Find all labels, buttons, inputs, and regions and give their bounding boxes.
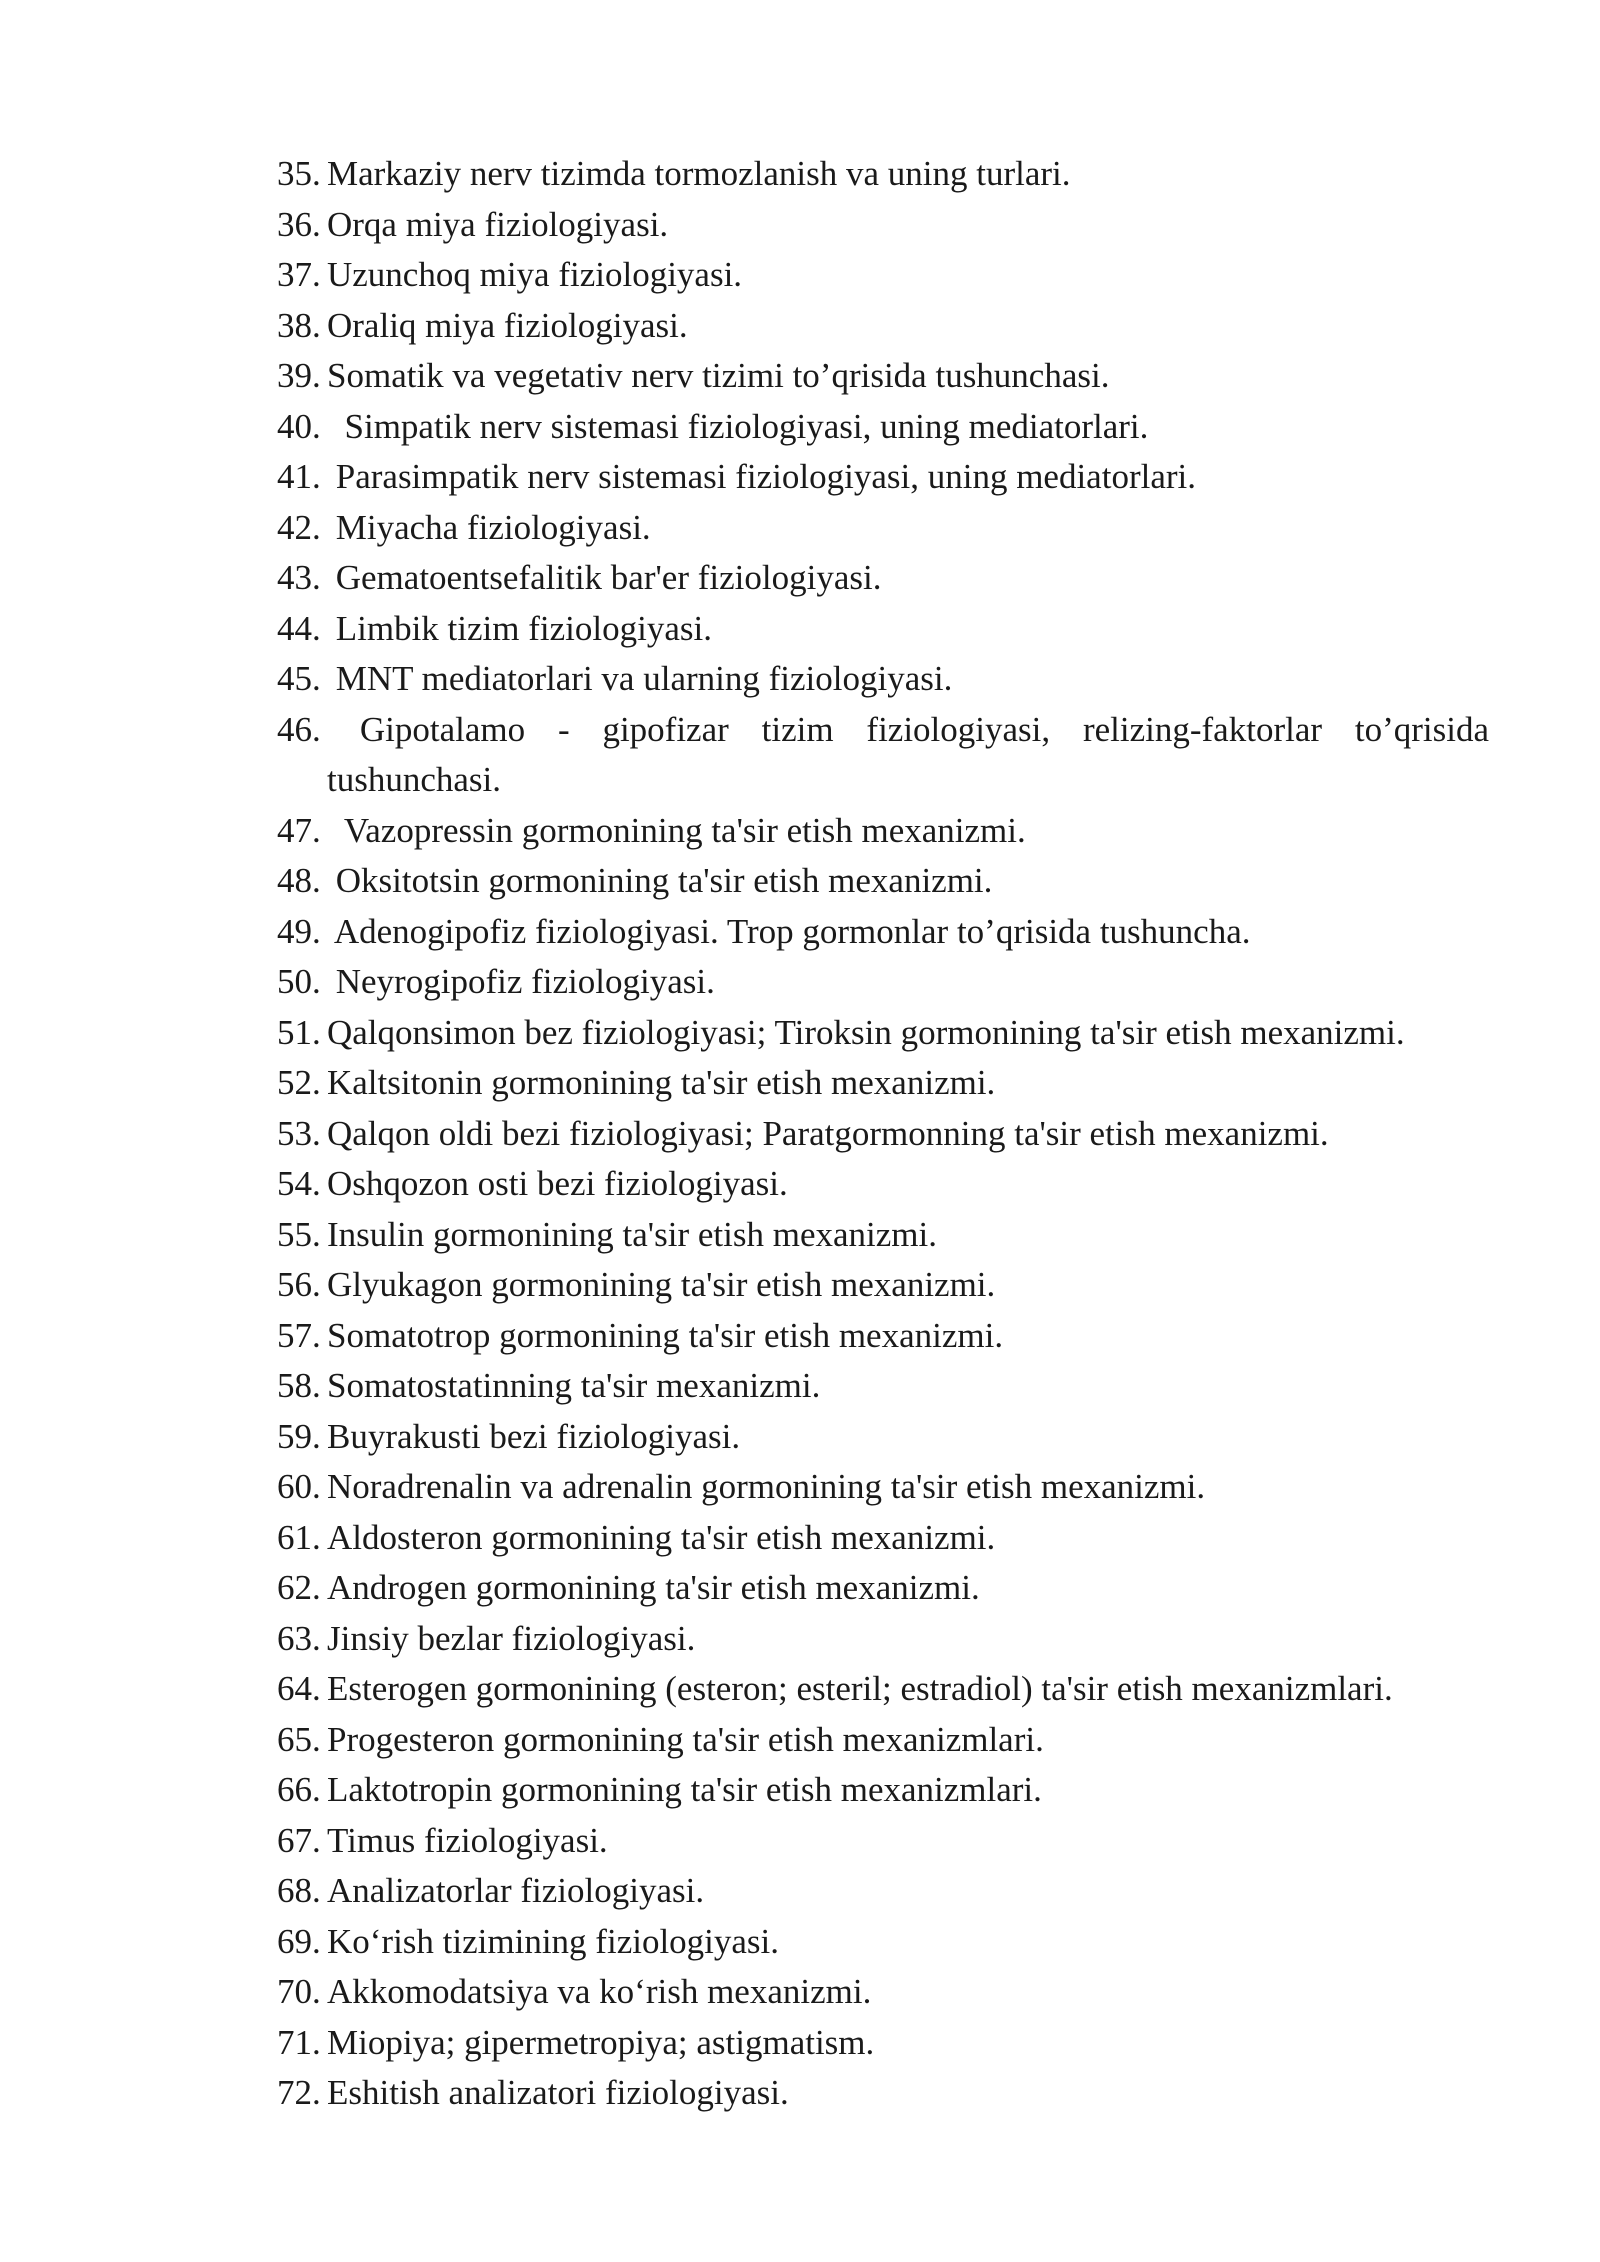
list-item bbox=[277, 1614, 1489, 1665]
item-number: 67. bbox=[277, 1820, 321, 1860]
item-text: Somatotrop gormonining ta'sir etish mexanizmi. bbox=[327, 1315, 1004, 1355]
item-number: 65. bbox=[277, 1719, 321, 1759]
list-item bbox=[277, 907, 1489, 958]
item-number: 70. bbox=[277, 1972, 321, 2011]
item-text: Vazopressin gormonining ta'sir etish mexanizmi. bbox=[327, 810, 1026, 850]
list-item bbox=[277, 1361, 1489, 1412]
item-number: 55. bbox=[277, 1214, 321, 1254]
item-text: Qalqon oldi bezi fiziologiyasi; Paratgormonning ta'sir etish mexanizmi. bbox=[327, 1113, 1329, 1153]
list-item bbox=[277, 301, 1489, 352]
list-item bbox=[277, 1967, 1489, 2018]
list-item bbox=[277, 1260, 1489, 1311]
item-number: 49. bbox=[277, 911, 321, 951]
item-number: 51. bbox=[277, 1012, 321, 1052]
list-item bbox=[277, 1210, 1489, 1261]
item-text: Kaltsitonin gormonining ta'sir etish mexanizmi. bbox=[327, 1063, 996, 1102]
item-text: Qalqonsimon bez fiziologiyasi; Tiroksin gormonining ta'sir etish mexanizmi. bbox=[327, 1012, 1405, 1052]
list-item bbox=[277, 705, 1489, 806]
item-text: Aldosteron gormonining ta'sir etish mexanizmi. bbox=[327, 1517, 996, 1557]
item-number: 41. bbox=[277, 457, 321, 496]
list-item bbox=[277, 1563, 1489, 1614]
item-text: Somatik va vegetativ nerv tizimi to’qrisida tushunchasi. bbox=[327, 356, 1110, 395]
item-number: 60. bbox=[277, 1467, 321, 1506]
list-item bbox=[277, 149, 1489, 200]
item-text: Insulin gormonining ta'sir etish mexanizmi. bbox=[327, 1214, 937, 1254]
list-item bbox=[277, 1159, 1489, 1210]
item-number: 42. bbox=[277, 507, 321, 547]
list-item bbox=[277, 1866, 1489, 1917]
item-text: Progesteron gormonining ta'sir etish mexanizmlari. bbox=[327, 1719, 1044, 1759]
list-item bbox=[277, 1664, 1489, 1715]
list-item bbox=[277, 200, 1489, 251]
list-item bbox=[277, 503, 1489, 554]
item-text: Buyrakusti bezi fiziologiyasi. bbox=[327, 1416, 741, 1456]
list-item bbox=[277, 1109, 1489, 1160]
item-number: 64. bbox=[277, 1669, 321, 1708]
item-number: 46. bbox=[277, 709, 321, 749]
list-item bbox=[277, 1513, 1489, 1564]
question-list bbox=[277, 149, 1489, 2119]
item-text: Glyukagon gormonining ta'sir etish mexanizmi. bbox=[327, 1265, 996, 1304]
item-number: 35. bbox=[277, 154, 321, 193]
list-item bbox=[277, 654, 1489, 705]
item-number: 44. bbox=[277, 608, 321, 648]
item-number: 58. bbox=[277, 1366, 321, 1405]
list-item bbox=[277, 402, 1489, 453]
item-number: 39. bbox=[277, 356, 321, 395]
item-number: 47. bbox=[277, 810, 321, 850]
item-text: Uzunchoq miya fiziologiyasi. bbox=[327, 255, 743, 294]
item-number: 45. bbox=[277, 659, 321, 698]
item-number: 48. bbox=[277, 861, 321, 900]
item-number: 38. bbox=[277, 305, 321, 345]
item-text bbox=[315, 705, 1489, 806]
item-text: Laktotropin gormonining ta'sir etish mexanizmlari. bbox=[327, 1770, 1042, 1809]
list-item bbox=[277, 553, 1489, 604]
item-text: Neyrogipofiz fiziologiyasi. bbox=[327, 962, 715, 1001]
item-number: 69. bbox=[277, 1921, 321, 1961]
item-number: 62. bbox=[277, 1568, 321, 1607]
item-text: Timus fiziologiyasi. bbox=[327, 1820, 608, 1860]
item-number: 61. bbox=[277, 1517, 321, 1557]
item-number: 50. bbox=[277, 962, 321, 1001]
list-item bbox=[277, 1058, 1489, 1109]
item-text: Ko‘rish tizimining fiziologiyasi. bbox=[327, 1921, 780, 1961]
list-item bbox=[277, 856, 1489, 907]
item-text: Oshqozon osti bezi fiziologiyasi. bbox=[327, 1164, 788, 1203]
item-number: 72. bbox=[277, 2073, 321, 2112]
item-text: Akkomodatsiya va ko‘rish mexanizmi. bbox=[327, 1972, 872, 2011]
list-item bbox=[277, 1311, 1489, 1362]
list-item bbox=[277, 2018, 1489, 2069]
item-number: 36. bbox=[277, 204, 321, 244]
list-item bbox=[277, 250, 1489, 301]
item-number: 59. bbox=[277, 1416, 321, 1456]
item-number: 68. bbox=[277, 1871, 321, 1910]
item-text: Adenogipofiz fiziologiyasi. Trop gormonlar to’qrisida tushuncha. bbox=[327, 911, 1251, 951]
item-number: 37. bbox=[277, 255, 321, 294]
item-number: 66. bbox=[277, 1770, 321, 1809]
item-text-line-1: Gipotalamo - gipofizar tizim fiziologiyasi, relizing-faktorlar to’qrisida bbox=[327, 709, 1489, 749]
item-number: 63. bbox=[277, 1618, 321, 1658]
item-text: Oksitotsin gormonining ta'sir etish mexanizmi. bbox=[327, 861, 993, 900]
list-item bbox=[277, 1412, 1489, 1463]
list-item bbox=[277, 452, 1489, 503]
item-number: 54. bbox=[277, 1164, 321, 1203]
list-item bbox=[277, 1462, 1489, 1513]
item-text: Analizatorlar fiziologiyasi. bbox=[327, 1871, 705, 1910]
list-item bbox=[277, 1008, 1489, 1059]
item-text: Limbik tizim fiziologiyasi. bbox=[327, 608, 712, 648]
item-number: 40. bbox=[277, 406, 321, 446]
item-text: MNT mediatorlari va ularning fiziologiyasi. bbox=[327, 659, 953, 698]
item-text: Esterogen gormonining (esteron; esteril; estradiol) ta'sir etish mexanizmlari. bbox=[327, 1669, 1393, 1708]
item-text: Somatostatinning ta'sir mexanizmi. bbox=[327, 1366, 821, 1405]
list-item bbox=[277, 957, 1489, 1008]
item-text: Markaziy nerv tizimda tormozlanish va uning turlari. bbox=[327, 154, 1071, 193]
item-number: 56. bbox=[277, 1265, 321, 1304]
item-number: 71. bbox=[277, 2022, 321, 2062]
item-text: Miyacha fiziologiyasi. bbox=[327, 507, 651, 547]
item-text: Oraliq miya fiziologiyasi. bbox=[327, 305, 688, 345]
item-text-line-2: tushunchasi. bbox=[327, 760, 502, 799]
item-text: Jinsiy bezlar fiziologiyasi. bbox=[327, 1618, 696, 1658]
item-number: 43. bbox=[277, 558, 321, 597]
list-item bbox=[277, 1816, 1489, 1867]
item-text: Parasimpatik nerv sistemasi fiziologiyasi, uning mediatorlari. bbox=[327, 457, 1196, 496]
item-number: 57. bbox=[277, 1315, 321, 1355]
item-text: Simpatik nerv sistemasi fiziologiyasi, uning mediatorlari. bbox=[327, 406, 1149, 446]
list-item bbox=[277, 1765, 1489, 1816]
list-item bbox=[277, 1715, 1489, 1766]
item-text: Miopiya; gipermetropiya; astigmatism. bbox=[327, 2022, 875, 2062]
list-item bbox=[277, 351, 1489, 402]
item-text: Eshitish analizatori fiziologiyasi. bbox=[327, 2073, 789, 2112]
list-item bbox=[277, 2068, 1489, 2119]
item-number: 53. bbox=[277, 1113, 321, 1153]
item-text: Androgen gormonining ta'sir etish mexanizmi. bbox=[327, 1568, 980, 1607]
item-text: Noradrenalin va adrenalin gormonining ta'sir etish mexanizmi. bbox=[327, 1467, 1206, 1506]
list-item bbox=[277, 806, 1489, 857]
item-text: Gematoentsefalitik bar'er fiziologiyasi. bbox=[327, 558, 882, 597]
list-item bbox=[277, 1917, 1489, 1968]
item-text: Orqa miya fiziologiyasi. bbox=[327, 204, 669, 244]
list-item bbox=[277, 604, 1489, 655]
item-number: 52. bbox=[277, 1063, 321, 1102]
